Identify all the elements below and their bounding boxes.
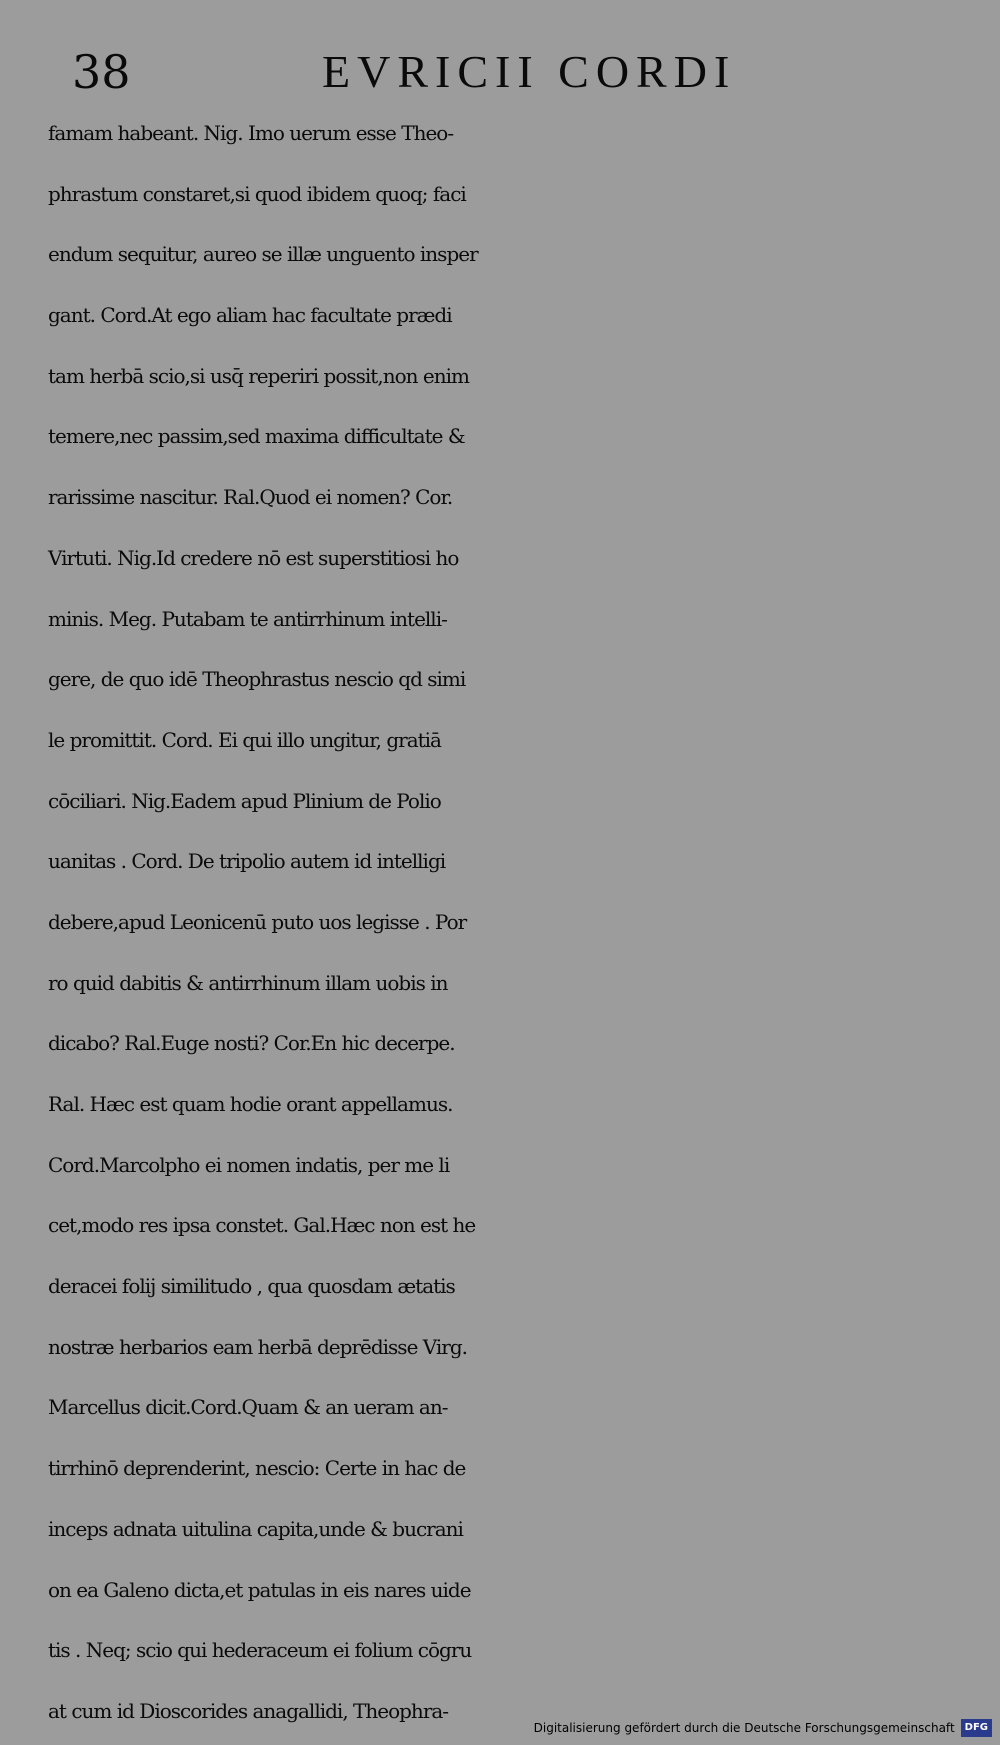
text-line: at cum id Dioscorides anagallidi, Theophra- xyxy=(48,1698,449,1723)
text-line: phrastum constaret,si quod ibidem quoq; faci xyxy=(48,181,466,206)
text-line: on ea Galeno dicta,et patulas in eis nares uide xyxy=(48,1577,471,1602)
text-line: Virtuti. Nig.Id credere nō est superstitiosi ho xyxy=(48,545,459,570)
text-line: dicabo? Ral.Euge nosti? Cor.En hic decerpe. xyxy=(48,1031,455,1056)
text-line: nostræ herbarios eam herbā deprēdisse Virg. xyxy=(48,1334,467,1359)
text-line: tirrhinō deprenderint, nescio: Certe in hac de xyxy=(48,1456,466,1481)
text-line: famam habeant. Nig. Imo uerum esse Theo- xyxy=(48,121,454,145)
text-line: rarissime nascitur. Ral.Quod ei nomen? Cor. xyxy=(48,485,453,510)
page-header xyxy=(72,42,932,102)
text-line: temere,nec passim,sed maxima difficultate & xyxy=(48,424,465,449)
text-line: cet,modo res ipsa constet. Gal.Hæc non est he xyxy=(48,1213,476,1238)
text-line: inceps adnata uitulina capita,unde & bucrani xyxy=(48,1516,463,1541)
text-line: tam herbā scio,si usq̄ reperiri possit,non enim xyxy=(48,363,469,388)
text-line: minis. Meg. Putabam te antirrhinum intelli- xyxy=(48,606,447,631)
text-line: tis . Neq; scio qui hederaceum ei folium cōgru xyxy=(48,1638,472,1663)
text-line: endum sequitur, aureo se illæ unguento insper xyxy=(48,242,478,267)
digitization-footer xyxy=(534,1717,992,1739)
page-number: 38 xyxy=(72,45,131,99)
running-head: EVRICII CORDI xyxy=(322,46,737,97)
funding-credit: Digitalisierung gefördert durch die Deutsche Forschungsgemeinschaft xyxy=(533,1721,955,1735)
text-line: Cord.Marcolpho ei nomen indatis, per me li xyxy=(48,1152,450,1177)
text-line: uanitas . Cord. De tripolio autem id intelligi xyxy=(48,849,446,874)
text-line: ro quid dabitis & antirrhinum illam uobis in xyxy=(48,970,448,995)
text-line: Ral. Hæc est quam hodie orant appellamus. xyxy=(48,1092,453,1116)
text-line: cōciliari. Nig.Eadem apud Plinium de Polio xyxy=(48,788,441,813)
text-line: gere, de quo idē Theophrastus nescio qd simi xyxy=(48,667,466,692)
text-line: deracei folij similitudo , qua quosdam ætatis xyxy=(48,1274,455,1299)
text-line: le promittit. Cord. Ei qui illo ungitur, gratiā xyxy=(48,727,441,752)
text-line: gant. Cord.At ego aliam hac facultate prædi xyxy=(48,303,452,328)
dfg-logo: DFG xyxy=(961,1719,992,1737)
text-line: Marcellus dicit.Cord.Quam & an ueram an- xyxy=(48,1395,448,1420)
text-line: debere,apud Leonicenū puto uos legisse . Por xyxy=(48,909,467,934)
body-text xyxy=(48,103,968,1742)
